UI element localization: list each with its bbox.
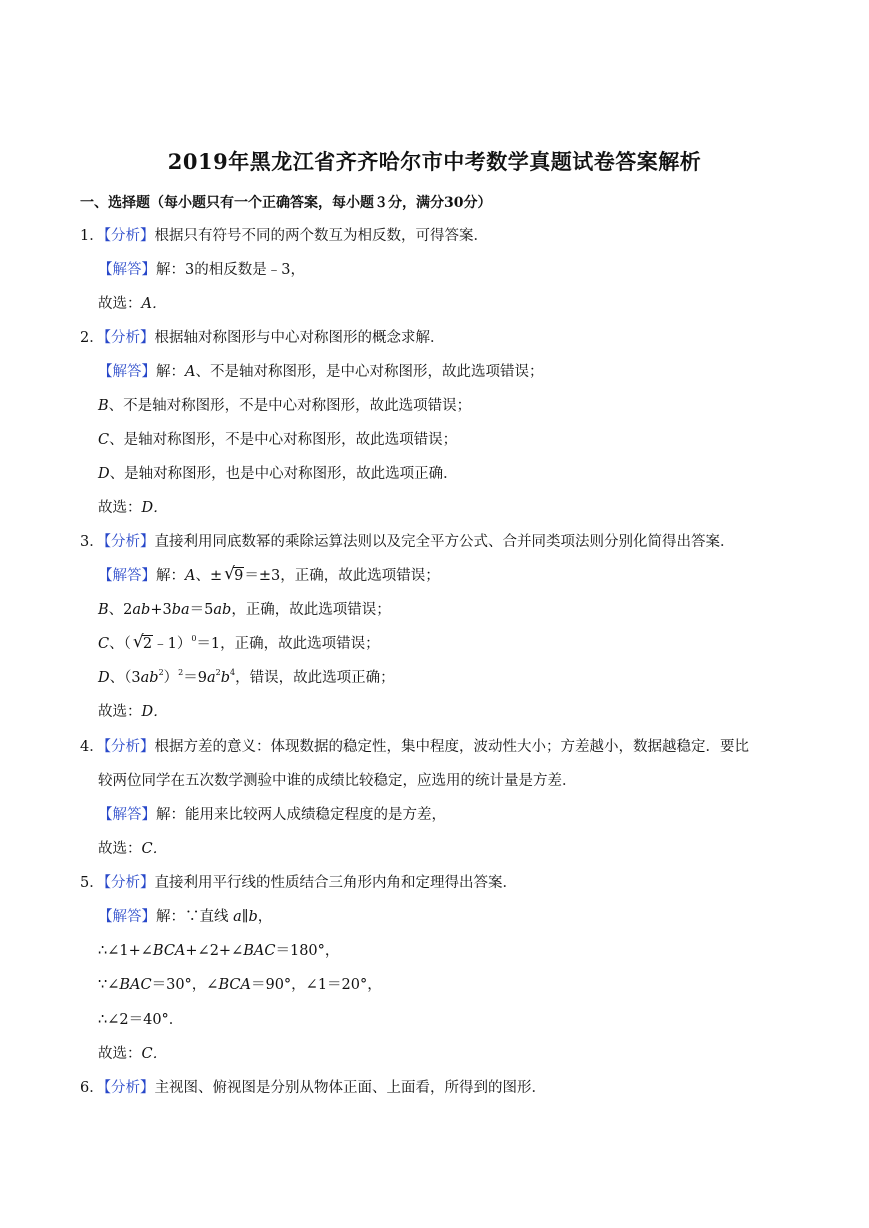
exponent: 0 [191, 634, 197, 643]
math-variable: a [206, 670, 216, 686]
exponent: 2 [215, 668, 221, 677]
analysis-text: 直接利用同底数幂的乘除运算法则以及完全平方公式、合并同类项法则分别化简得出答案． [154, 534, 735, 550]
option-text: ，错误，故此选项正确； [235, 670, 395, 686]
q2-answer-line [98, 362, 543, 382]
math-text: ﹣1） [153, 636, 192, 652]
choice-prefix: 故选： [98, 704, 142, 720]
option-text: ＝±3，正确，故此选项错误； [244, 568, 440, 584]
question-number: 4． [80, 739, 104, 755]
sqrt-expression [133, 634, 153, 654]
answer-prefix: 解：∵直线 [156, 909, 234, 925]
q4-analysis-line [80, 737, 749, 757]
math-variable: b [220, 670, 231, 686]
question-number: 5． [80, 875, 104, 891]
option-letter: D [98, 670, 110, 686]
q6-analysis-line [80, 1078, 546, 1098]
question-number: 6． [80, 1080, 104, 1096]
answer-text: 解：能用来比较两人成绩稳定程度的是方差， [156, 807, 446, 823]
choice-letter: D． [141, 500, 168, 516]
math-variable: ab [140, 670, 159, 686]
answer-tag: 【解答】 [98, 807, 156, 823]
analysis-text: 根据只有符号不同的两个数互为相反数，可得答案． [154, 228, 488, 244]
math-text: 、（3 [109, 670, 141, 686]
q5-answer-line [98, 907, 272, 927]
q2-choice-line [98, 498, 168, 518]
choice-prefix: 故选： [98, 1046, 142, 1062]
section-heading: 一、选择题（每小题只有一个正确答案，每小题３分，满分30分） [80, 195, 492, 211]
q3-option-c-line [98, 634, 380, 654]
analysis-tag: 【分析】 [103, 534, 155, 550]
q4-answer-line [98, 805, 446, 825]
option-text: 、不是轴对称图形，是中心对称图形，故此选项错误； [195, 364, 544, 380]
q5-step-1 [98, 941, 339, 961]
math-text: ， [257, 909, 273, 925]
math-variable: b [248, 909, 258, 925]
exponent: 2 [158, 668, 164, 677]
math-text: 、（ [109, 636, 131, 652]
choice-prefix: 故选： [98, 296, 142, 312]
option-text: ＝1，正确，故此选项错误； [196, 636, 380, 652]
analysis-tag: 【分析】 [103, 739, 155, 755]
math-text: 、2 [108, 602, 133, 618]
answer-tag: 【解答】 [98, 262, 156, 278]
math-text: +∠2+∠ [185, 943, 244, 959]
option-letter: A [185, 364, 196, 380]
exponent: 2 [178, 668, 184, 677]
choice-letter: C． [141, 1046, 168, 1062]
choice-letter: A． [141, 296, 167, 312]
option-text: 、是轴对称图形，也是中心对称图形，故此选项正确． [109, 466, 458, 482]
choice-prefix: 故选： [98, 500, 142, 516]
q3-answer-line [98, 566, 440, 586]
math-text: ＝180°， [275, 943, 340, 959]
sqrt-expression [224, 566, 244, 586]
analysis-text: 根据方差的意义：体现数据的稳定性，集中程度，波动性大小；方差越小，数据越稳定．要比 [154, 739, 749, 755]
math-text: ） [163, 670, 179, 686]
analysis-text: 主视图、俯视图是分别从物体正面、上面看，所得到的图形． [154, 1080, 546, 1096]
math-text: ＝5 [189, 602, 214, 618]
exponent: 4 [230, 668, 236, 677]
radicand: 2 [142, 636, 153, 652]
q3-option-d-line [98, 668, 395, 688]
analysis-tag: 【分析】 [103, 330, 155, 346]
answer-text: 解：3的相反数是﹣3， [156, 262, 305, 278]
q2-option-c-line [98, 430, 457, 450]
q1-analysis-line [80, 226, 488, 246]
page-title: 2019年黑龙江省齐齐哈尔市中考数学真题试卷答案解析 [167, 149, 702, 174]
answer-tag: 【解答】 [98, 909, 156, 925]
math-text: ∵∠ [98, 977, 120, 993]
analysis-tag: 【分析】 [103, 228, 155, 244]
q2-option-b-line [98, 396, 471, 416]
option-letter: C [98, 636, 110, 652]
math-variable: ab [132, 602, 151, 618]
radical-sign-icon: √ [132, 632, 144, 652]
q3-choice-line [98, 702, 168, 722]
option-letter: B [98, 602, 109, 618]
q4-choice-line [98, 839, 167, 859]
question-number: 2． [80, 330, 104, 346]
math-variable: a [233, 909, 242, 925]
math-variable: BAC [119, 977, 152, 993]
option-text: 、± [195, 568, 223, 584]
question-number: 1． [80, 228, 104, 244]
option-text: 、是轴对称图形，不是中心对称图形，故此选项错误； [109, 432, 458, 448]
choice-letter: D． [141, 704, 168, 720]
answer-prefix: 解： [156, 364, 185, 380]
q5-step-3: ∴∠2＝40°． [98, 1012, 184, 1028]
q3-option-b-line [98, 600, 391, 620]
option-text: 、不是轴对称图形，不是中心对称图形，故此选项错误； [108, 398, 472, 414]
analysis-tag: 【分析】 [103, 1080, 155, 1096]
choice-prefix: 故选： [98, 841, 142, 857]
q1-answer-line [98, 260, 305, 280]
math-text: ∴∠1+∠ [98, 943, 153, 959]
math-text: ＝9 [183, 670, 207, 686]
math-text: ∥ [241, 909, 249, 925]
option-letter: D [98, 466, 110, 482]
radical-sign-icon: √ [224, 564, 235, 584]
analysis-text: 根据轴对称图形与中心对称图形的概念求解． [154, 330, 445, 346]
analysis-text: 直接利用平行线的性质结合三角形内角和定理得出答案． [154, 875, 517, 891]
answer-tag: 【解答】 [98, 364, 156, 380]
q3-analysis-line [80, 532, 734, 552]
math-variable: BAC [243, 943, 276, 959]
math-variable: BCA [152, 943, 186, 959]
q4-analysis-continuation: 较两位同学在五次数学测验中谁的成绩比较稳定，应选用的统计量是方差． [98, 773, 577, 789]
q2-option-d-line [98, 464, 458, 484]
math-variable: ba [171, 602, 190, 618]
radicand: 9 [234, 568, 244, 584]
math-variable: BCA [218, 977, 251, 993]
q1-choice-line [98, 294, 166, 314]
answer-prefix: 解： [156, 568, 185, 584]
option-letter: B [98, 398, 109, 414]
option-text: ，正确，故此选项错误； [231, 602, 391, 618]
q5-step-2 [98, 975, 382, 995]
q2-analysis-line [80, 328, 444, 348]
option-letter: A [185, 568, 196, 584]
math-variable: ab [213, 602, 232, 618]
option-letter: C [98, 432, 110, 448]
analysis-tag: 【分析】 [103, 875, 155, 891]
q5-analysis-line [80, 873, 517, 893]
math-text: ＝90°，∠1＝20°， [250, 977, 382, 993]
choice-letter: C． [141, 841, 168, 857]
math-text: +3 [150, 602, 172, 618]
math-text: ＝30°，∠ [151, 977, 219, 993]
q5-choice-line [98, 1044, 167, 1064]
answer-tag: 【解答】 [98, 568, 156, 584]
question-number: 3． [80, 534, 104, 550]
